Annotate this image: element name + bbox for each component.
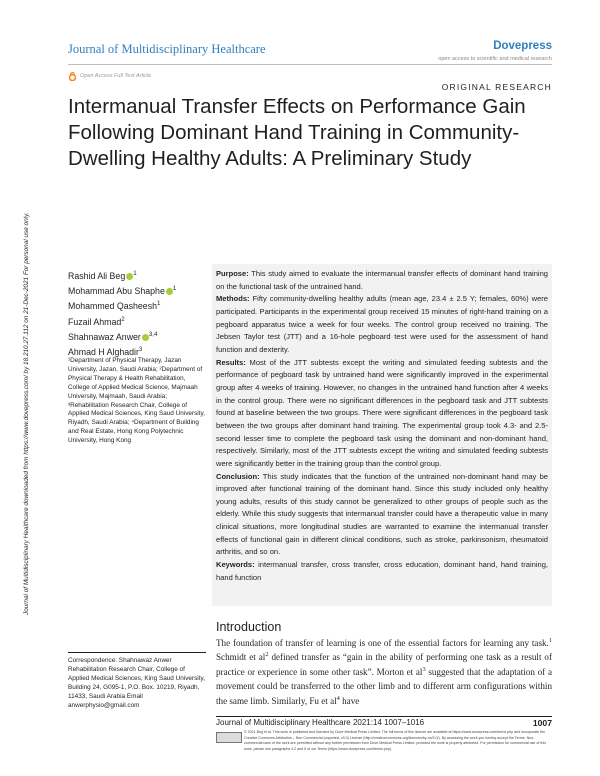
- header-rule: [68, 64, 552, 65]
- abstract-methods: Methods: Fifty community-dwelling healthy adults (mean age, 23.4 ± 2.5 Y; females, 60%) were participated. Participants in the experimental group received 15 minutes of right-hand training on a pegboard apparatus twice a week for four weeks. The control group received no training. The Jebsen Taylor test (JTT) and a 16-hole pegboard test were used for the assessment of hand function and dexterity.: [216, 294, 548, 354]
- author: Shahnawaz Anwer $^{3,4}$: [68, 330, 158, 342]
- article-type: ORIGINAL RESEARCH: [441, 82, 552, 92]
- footer-rule: [216, 716, 552, 717]
- publisher-logo: Dovepress: [493, 40, 552, 52]
- open-access-label: Open Access Full Text Article: [80, 73, 152, 79]
- correspondence-rule: [68, 652, 206, 653]
- introduction-paragraph: The foundation of transfer of learning is one of the essential factors for learning any task.$^1$ Schmidt et $al^2$ defined transfer as “gain in the ability of performing one task as a result of practice or experience in some other task”. Morton et $al^3$ suggested that the adaptation of a movement could be transferred to the other limb and to different arm configurations within the same limb. Similarly, Fu et $al^4$ have: [216, 636, 552, 706]
- abstract-keywords: Keywords: intermanual transfer, cross transfer, cross education, dominant hand, hand training, hand function: [216, 560, 548, 582]
- footer-citation: Journal of Multidisciplinary Healthcare 2021:14 1007–1016: [216, 718, 425, 727]
- article-title: Intermanual Transfer Effects on Performance Gain Following Dominant Hand Training in Community-Dwelling Healthy Adults: A Preliminary Study: [68, 95, 526, 170]
- abstract-purpose: Purpose: This study aimed to evaluate the intermanual transfer effects of dominant hand training on the functional task of the untrained hand.: [216, 269, 548, 291]
- author: Mohammad Abu Shaphe $^1$: [68, 285, 177, 297]
- orcid-icon[interactable]: [142, 334, 149, 341]
- abstract-conclusion: Conclusion: This study indicates that the function of the untrained non-dominant hand may be improved after functional training of the dominant hand. Since this study included only healthy young adults, results of this study cannot be generalized to other groups of people such as the elderly. While this study suggests that intermanual transfer could have a therapeutic value in many clinical situations, more longitudinal studies are warranted to examine the intermanual transfer effects of functional gain in different clinical conditions, such as stroke, parkinsonism, rheumatoid arthritis, and so on.: [216, 471, 548, 557]
- section-heading-introduction: Introduction: [216, 620, 282, 634]
- author: Ahmad H Alghadir$^3$: [68, 346, 143, 358]
- orcid-icon[interactable]: [166, 288, 173, 295]
- correspondence: Correspondence: Shahnawaz Anwer Rehabilitation Research Chair, College of Applied Medical Sciences, King Saud University, Building 24, G095-1, P.O. Box. 10219, Riyadh, 11433, Saudi Arabia Email anwerphysio@gmail.com: [68, 657, 205, 709]
- open-access-icon: [68, 72, 77, 81]
- author: Fuzail Ahmad$^2$: [68, 315, 125, 327]
- author: Rashid Ali Beg $^1$: [68, 270, 137, 281]
- page-number: 1007: [532, 718, 552, 728]
- journal-name: Journal of Multidisciplinary Healthcare: [68, 42, 266, 56]
- citation-link[interactable]: 4: [336, 694, 340, 702]
- abstract-results: Results: Most of the JTT subtests except the writing and simulated feeding subtests and the performance of pegboard task by untrained hand were significantly improved in the experimental group after 4 weeks of training. However, no changes in the untrained hand function after 4 weeks in the control group. There were no significant differences in the pegboard task and JTT subtests found at baseline between the two groups. There were significant differences in the pegboard task between the two groups after dominant hand training. The experimental group took 4.3- and 2.5-second lesser time to complete the pegboard task using the dominant and non-dominant hand, respectively. Similarly, most of the JTT subtests except the writing and simulated feeding subtests were significantly better in the training group than the control group.: [216, 357, 548, 468]
- citation-link[interactable]: 2: [265, 651, 269, 659]
- publisher-tagline: open access to scientific and medical research: [438, 56, 552, 62]
- citation-link[interactable]: 3: [422, 665, 426, 673]
- author-list: [68, 269, 176, 360]
- download-watermark: Journal of Multidisciplinary Healthcare downloaded from https://www.dovepress.com/ by 18.210.27.112 on 21-Dec-2021 For personal use only.: [23, 212, 30, 615]
- affiliations: ¹Department of Physical Therapy, Jazan University, Jazan, Saudi Arabia; ²Department of Physical Therapy & Health Rehabilitation, College of Applied Medical Science, Majmaah University, Majmaah, Saudi Arabia; ³Rehabilitation Research Chair, College of Applied Medical Sciences, King Saud University, Riyadh, Saudi Arabia; ⁴Department of Building and Real Estate, Hong Kong Polytechnic University, Hong Kong: [68, 357, 205, 445]
- abstract: [216, 268, 548, 584]
- author: Mohammed Qasheesh$^1$: [68, 300, 161, 312]
- citation-link[interactable]: 1: [548, 636, 552, 644]
- cc-license-icon: [216, 732, 242, 743]
- license-text: © 2021 Beg et al. This work is published and licensed by Dove Medical Press Limited. The full terms of this license are available at https://www.dovepress.com/terms.php and incorporate the Creative Commons Attribution – Non Commercial (unported, v3.0) License (http://creativecommons.org/licenses/by-nc/3.0/). By accessing the work you hereby accept the Terms. Non-commercial uses of the work are permitted without any further permission from Dove Medical Press Limited, provided the work is properly attributed. For permission for commercial use of this work, please see paragraphs 4.2 and 5 of our Terms (https://www.dovepress.com/terms.php).: [244, 730, 546, 751]
